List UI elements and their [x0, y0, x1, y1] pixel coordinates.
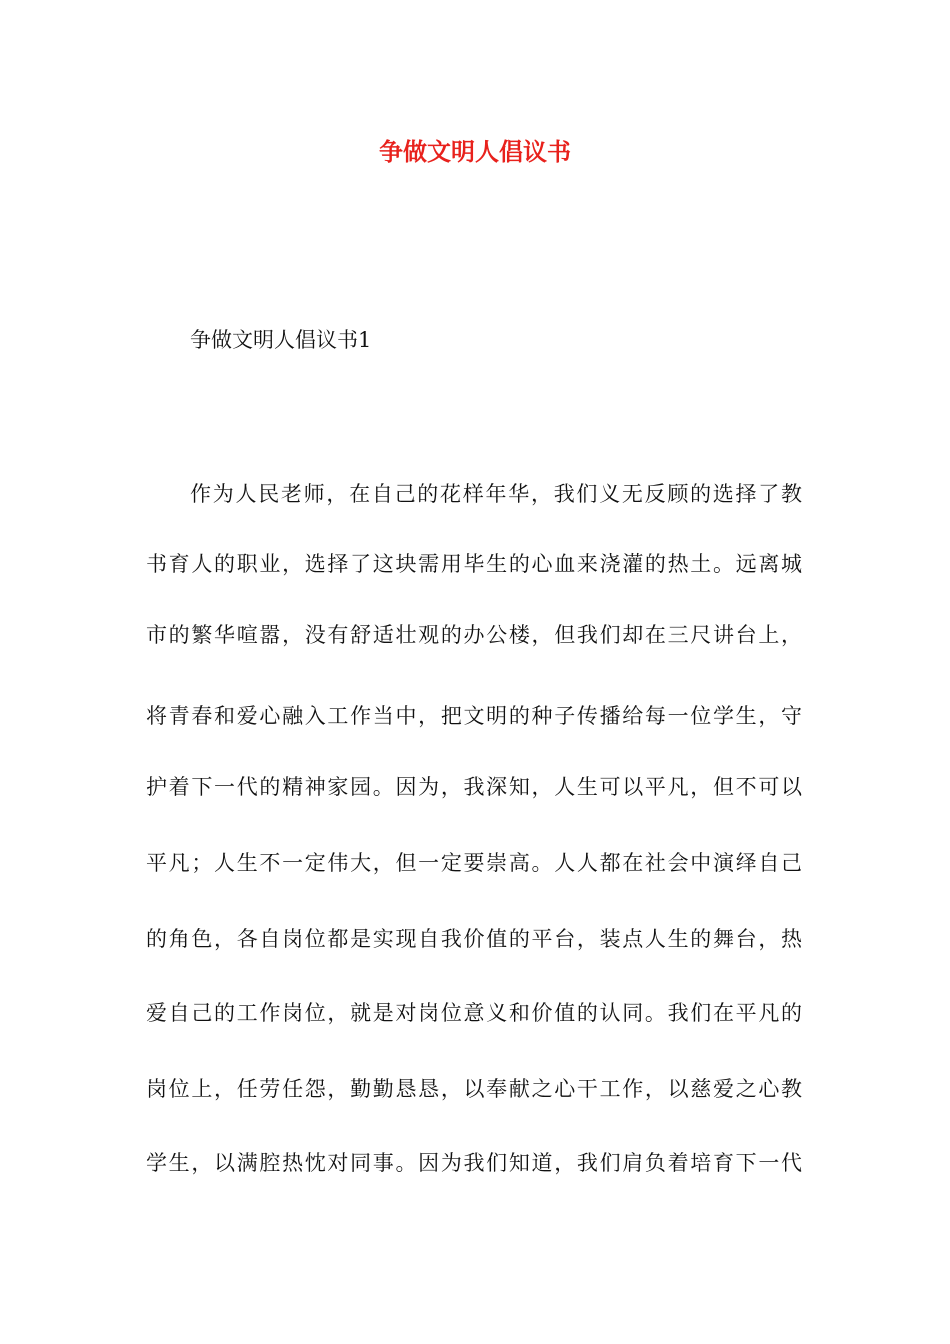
- body-line: 学生，以满腔热忱对同事。因为我们知道，我们肩负着培育下一代: [146, 1151, 802, 1175]
- body-line: 将青春和爱心融入工作当中，把文明的种子传播给每一位学生，守: [146, 704, 802, 728]
- body-line: 的角色，各自岗位都是实现自我价值的平台，装点人生的舞台，热: [146, 927, 802, 951]
- section-heading: 争做文明人倡议书1: [190, 328, 372, 352]
- body-line: 护着下一代的精神家园。因为，我深知，人生可以平凡，但不可以: [146, 775, 802, 799]
- body-line: 爱自己的工作岗位，就是对岗位意义和价值的认同。我们在平凡的: [146, 1001, 802, 1025]
- body-line: 作为人民老师，在自己的花样年华，我们义无反顾的选择了教: [190, 482, 802, 506]
- body-line: 岗位上，任劳任怨，勤勤恳恳，以奉献之心干工作，以慈爱之心教: [146, 1077, 802, 1101]
- body-line: 平凡；人生不一定伟大，但一定要崇高。人人都在社会中演绎自己: [146, 851, 802, 875]
- body-line: 市的繁华喧嚣，没有舒适壮观的办公楼，但我们却在三尺讲台上，: [146, 623, 802, 647]
- document-title: 争做文明人倡议书: [379, 137, 571, 166]
- body-line: 书育人的职业，选择了这块需用毕生的心血来浇灌的热土。远离城: [146, 552, 802, 576]
